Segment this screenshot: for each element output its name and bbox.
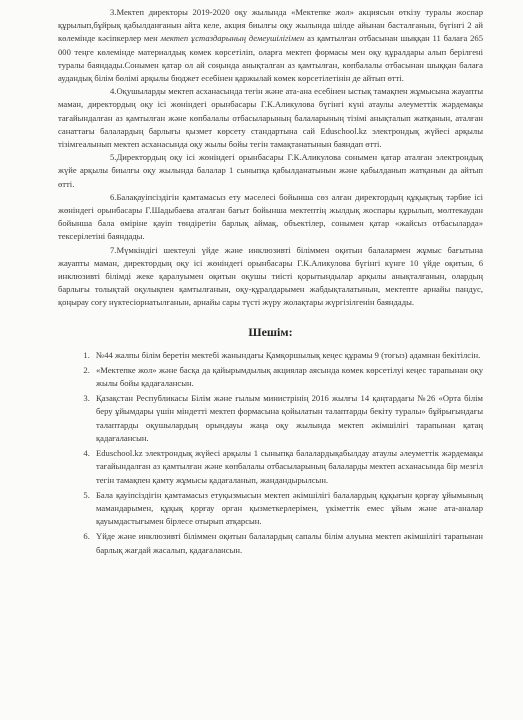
decision-item-3: 3. Қазақстан Республикасы Білім және ғылым министрінің 2016 жылғы 14 қаңтардағы №26 «Орта білім беру ұйымдары үшін міндетті мектеп формасына қойылатын талаптарды бекіту туралы» бұйрығындағы талаптарды оқушылардың орындауы жаңа оқу жылында мектеп әкімшілігі тарапынан қатаң қадағалансын. — [92, 392, 483, 445]
paragraph-7: 7.Мүмкіндігі шектеулі үйде және инклюзивті біліммен оқитын балалармен жұмыс бағытына жауапты маман, директордың оқу ісі жөніндегі орынбасары Г.К.Аликулова бүгінгі күнге 10 үйде оқитын, 6 инклюзивті білімді жеке қаралуымен оқитын оқушы тиісті қорытындылар арқылы анықталғанын, олардың барлығы толықтай оқулықпен қамтылғанын, оқу-құралдарымен жабдықталатынын, мектепте арнайы пандус, қоңырау соғу нүктесіорнатылғанын, арнайы сары түсті жүру жолақтары жүргізілгенін баяндады. — [58, 244, 483, 308]
decision-item-1: 1. №44 жалпы білім беретін мектебі жанындағы Қамқоршылық кеңес құрамы 9 (тогыз) адамнан бекітілсін. — [92, 349, 483, 362]
decision-item-2: 2. «Мектепке жол» және басқа да қайырымдылық акциялар аясында көмек көрсетілуі кеңес тарапынан оқу жылы бойы қадағалансын. — [92, 364, 483, 390]
decision-item-5: 5. Бала қауіпсіздігін қамтамасыз етуқызмысын мектеп әкімшілігі балалардың құқығын қорғау ұйымының мамандарымен, құқық қорғау орган қызметкерлерімен, үкіметтік емес ұйым және ата-аналар қауымдастығымен бірлесе отырып атқарсын. — [92, 489, 483, 529]
decision-item-4: 4. Eduschool.kz электрондық жүйесі арқылы 1 сыныпқа балалардықабылдау атаулы әлеуметтік жәрдемақы тағайындалған аз қамтылған және көпбалалы отбасыларының балаларды мектеп асханасында бір мезгіл тегін тамақпен қамту жұмысы қадағаланып, жандандырылсын. — [92, 447, 483, 487]
decision-item-6: 6. Үйде және инклюзивті біліммен оқитын балалардың сапалы білім алуына мектеп әкімшілігі тарапынан барлық жағдай жасалып, қадағалансын. — [92, 530, 483, 556]
decision-list — [58, 349, 483, 557]
paragraph-3-text-end: аз қамтылған отбасынан шыққан 11 балаға 265 000 теңге көлемінде материалдық көмек көрсетіліп, оларға мектеп формасы мен оқу құралдары алып берілгені туралы баяндады.Сонымен қатар ол ай соңында анықталған аз қамтылған, көпбалалы отбасынан шыққан балаға аудандық білім бөлімі арқылы бюджет есебінен қаржылай көмек көрсетілетінін де айтып өтті. — [58, 33, 483, 84]
decision-heading: Шешім: — [248, 324, 293, 339]
paragraph-5: 5.Директордың оқу ісі жөніндегі орынбасары Г.К.Аликулова сонымен қатар аталған электрондық жүйе арқылы биылғы оқу жылында балалар 1 сыныпқа қабылданатынын және қабылданып жатқанын да айтып өтті. — [58, 152, 483, 189]
paragraph-4: 4.Оқушыларды мектеп асханасында тегін және ата-ана есебінен ыстық тамақпен жұмысына жауапты маман, директордың оқу ісі жөніндегі орынбасары Г.К.Аликулова бүгінгі күні атаулы әлеуметтік жәрдемақы тағайындалған аз қамтылған және көпбалалы отбасыларының балаларының тізімі анықталып жатқанын, аталған санаттағы балалардың барлығы қызмет көрсету стандартына сай Eduschool.kz электрондық жүйесі арқылы тізімгеалынып мектеп асханасында оқу жылы бойы тегін тамақтанатынын баяндап өтті. — [58, 86, 483, 150]
paragraph-3 — [58, 6, 483, 85]
paragraph-3-text-start: 3.Мектеп директоры 2019-2020 оқу жылында «Мектепке жол» акциясын өткізу туралы жоспар құрылып,бұйрық қабылданғанын айта келе, акция биылғы оқу жылында шілде айынан басталғанын, бүгінгі 2 ай көлемінде кәсіпкерлер мен — [58, 7, 483, 44]
paragraph-6: 6.Балақауіпсіздігін қамтамасыз ету мәселесі бойынша сөз алған директордың құқықтық тәрбие ісі жөніндегі орынбасары Г.Шадыбаева аталған бағыт бойынша мектептің жылдық жоспары құрылып, мөлтекаудан бойынша бала өміріне қауіп төндіретін барлық аймақ, объектілер, сонымен қатар «жайсыз отбасыларда» тексерілетіні баяндады. — [58, 191, 483, 242]
paragraph-3-italic-phrase: мектеп ұстаздарының демеушілігімен — [160, 33, 305, 44]
